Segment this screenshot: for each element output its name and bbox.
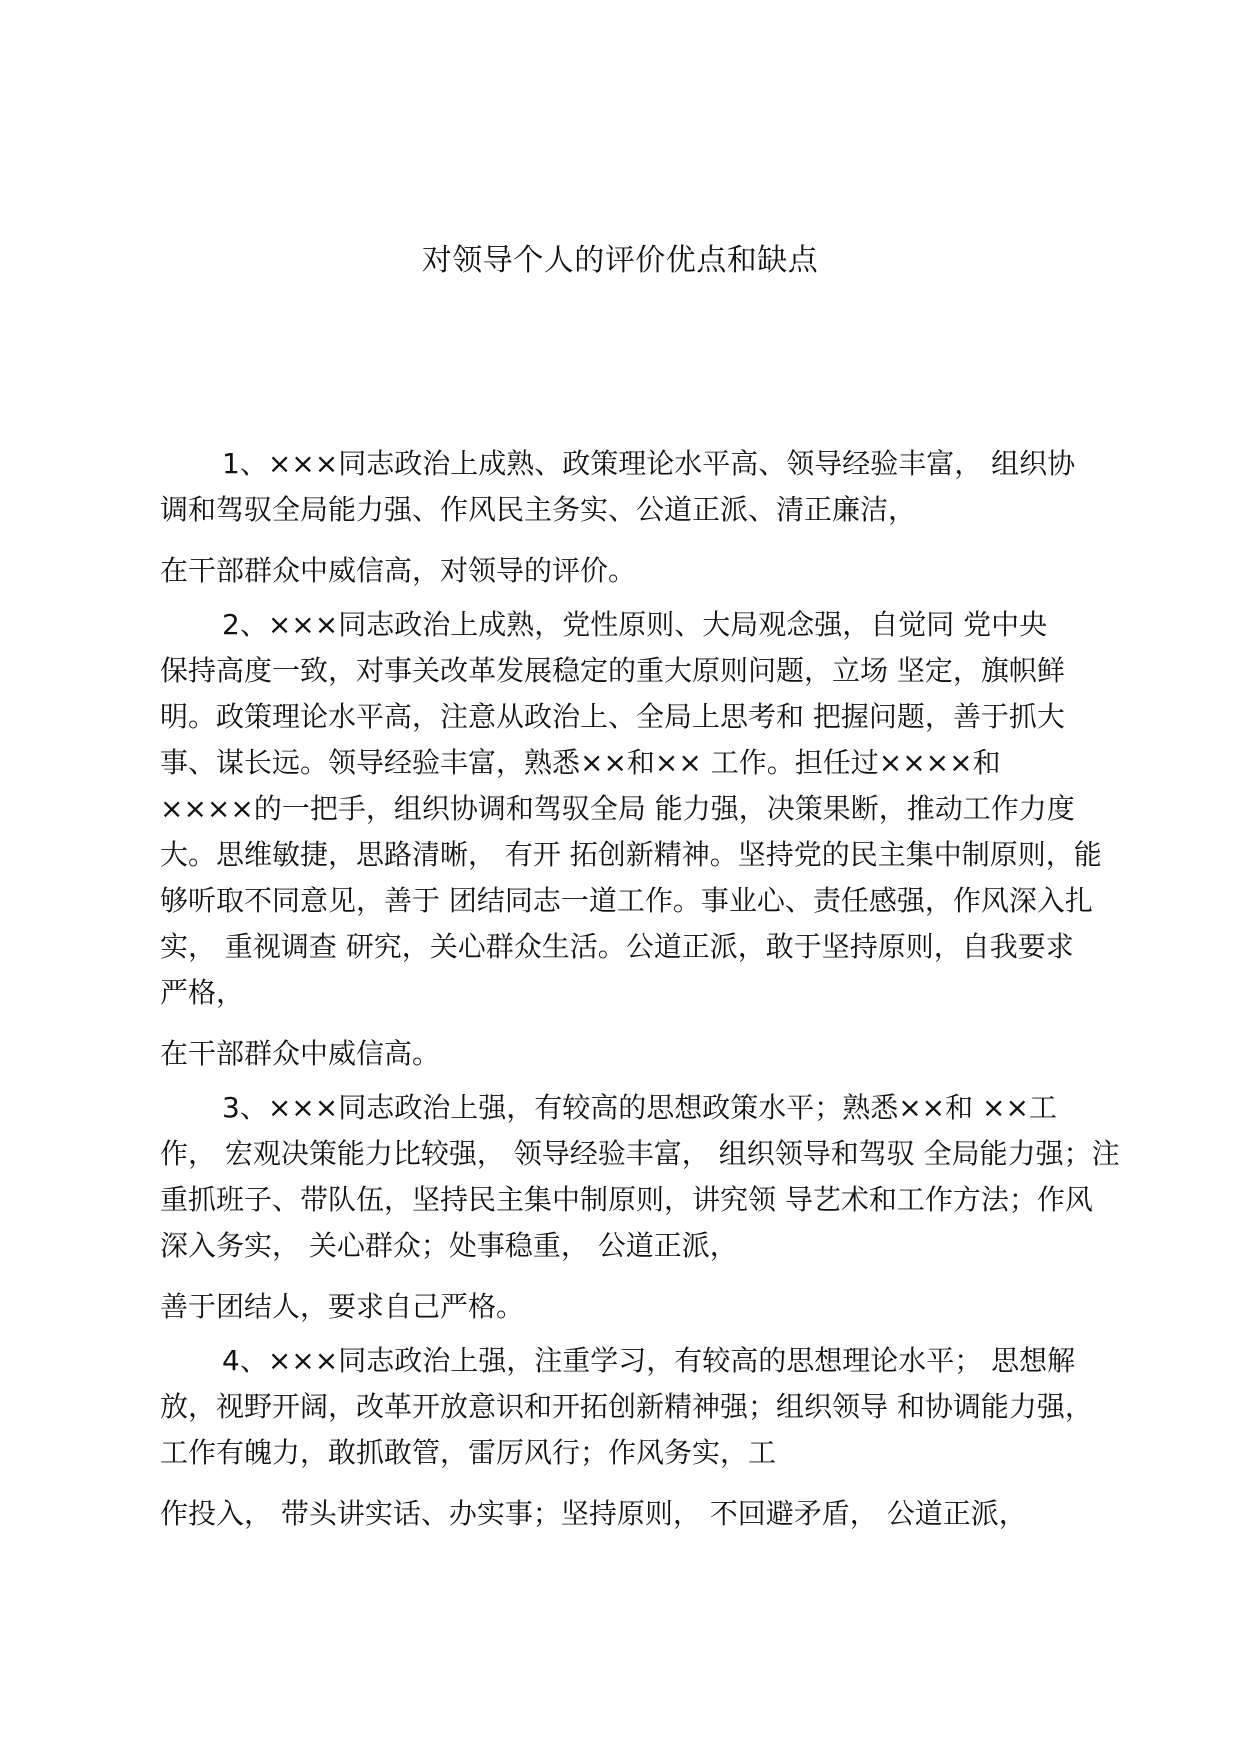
paragraph-3-line-1: 3、×××同志政治上强，有较高的思想政策水平；熟悉××和 ××工 xyxy=(222,1091,1057,1124)
paragraph-1-line-3: 在干部群众中威信高，对领导的评价。 xyxy=(160,554,637,587)
paragraph-2-line-3: 明。政策理论水平高，注意从政治上、全局上思考和 把握问题，善于抓大 xyxy=(160,700,1065,733)
paragraph-2-line-5: ××××的一把手，组织协调和驾驭全局 能力强，决策果断，推动工作力度 xyxy=(160,792,1075,825)
paragraph-4-line-2: 放，视野开阔，改革开放意识和开拓创新精神强；组织领导 和协调能力强， xyxy=(160,1390,1093,1423)
paragraph-4-line-4: 作投入， 带头讲实话、办实事；坚持原则， 不回避矛盾， 公道正派， xyxy=(160,1497,1027,1530)
paragraph-3-line-5: 善于团结人，要求自己严格。 xyxy=(160,1290,525,1323)
paragraph-2-line-10: 在干部群众中威信高。 xyxy=(160,1037,441,1070)
paragraph-2-line-2: 保持高度一致，对事关改革发展稳定的重大原则问题，立场 坚定，旗帜鲜 xyxy=(160,654,1065,687)
paragraph-2-line-1: 2、×××同志政治上成熟，党性原则、大局观念强，自觉同 党中央 xyxy=(222,608,1048,641)
paragraph-4-line-1: 4、×××同志政治上强，注重学习，有较高的思想理论水平； 思想解 xyxy=(222,1344,1076,1377)
paragraph-3-line-2: 作， 宏观决策能力比较强， 领导经验丰富， 组织领导和驾驭 全局能力强；注 xyxy=(160,1137,1120,1170)
paragraph-2-line-4: 事、谋长远。领导经验丰富，熟悉××和×× 工作。担任过××××和 xyxy=(160,746,1001,779)
paragraph-1-line-1: 1、×××同志政治上成熟、政策理论水平高、领导经验丰富， 组织协 xyxy=(222,447,1076,480)
document-title: 对领导个人的评价优点和缺点 xyxy=(421,243,819,278)
paragraph-2-line-6: 大。思维敏捷，思路清晰， 有开 拓创新精神。坚持党的民主集中制原则，能 xyxy=(160,838,1102,871)
paragraph-3-line-4: 深入务实， 关心群众；处事稳重， 公道正派， xyxy=(160,1229,738,1262)
paragraph-1-line-2: 调和驾驭全局能力强、作风民主务实、公道正派、清正廉洁， xyxy=(160,493,917,526)
paragraph-4-line-3: 工作有魄力，敢抓敢管，雷厉风行；作风务实，工 xyxy=(160,1436,777,1469)
paragraph-3-line-3: 重抓班子、带队伍，坚持民主集中制原则，讲究领 导艺术和工作方法；作风 xyxy=(160,1183,1093,1216)
paragraph-2-line-8: 实， 重视调查 研究，关心群众生活。公道正派，敢于坚持原则，自我要求 xyxy=(160,930,1074,963)
paragraph-2-line-9: 严格， xyxy=(160,976,245,1009)
paragraph-2-line-7: 够听取不同意见，善于 团结同志一道工作。事业心、责任感强，作风深入扎 xyxy=(160,884,1093,917)
